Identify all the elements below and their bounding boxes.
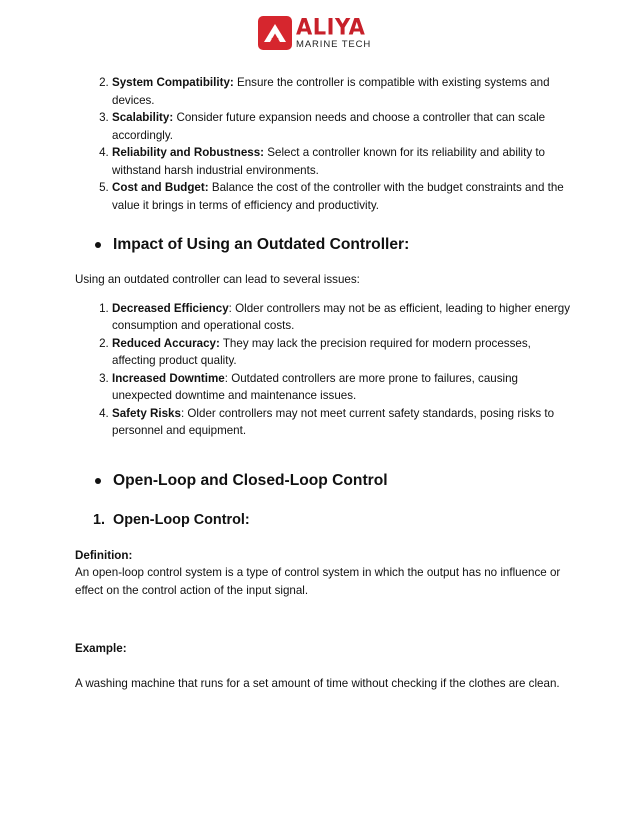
definition-text: An open-loop control system is a type of control system in which the output has no influence or effect on the control action of the input signal.	[75, 566, 561, 597]
example-label: Example:	[75, 642, 127, 655]
example-text: A washing machine that runs for a set amount of time without checking if the clothes are clean.	[75, 676, 560, 690]
logo-subtitle: MARINE TECH	[296, 38, 372, 50]
section-heading-open-closed-loop: Open-Loop and Closed-Loop Control	[75, 471, 570, 491]
definition-label: Definition:	[75, 548, 133, 562]
list-item: 2. System Compatibility: Ensure the controller is compatible with existing systems and devices.	[112, 74, 570, 109]
list-item: 4. Safety Risks: Older controllers may not meet current safety standards, posing risks to personnel and equipment.	[112, 405, 570, 440]
list-item: 3. Increased Downtime: Outdated controllers are more prone to failures, causing unexpected downtime and maintenance issues.	[112, 370, 570, 405]
list-item: 2. Reduced Accuracy: They may lack the precision required for modern processes, affecting product quality.	[112, 335, 570, 370]
section-intro: Using an outdated controller can lead to several issues:	[75, 273, 360, 286]
list-item: 4. Reliability and Robustness: Select a controller known for its reliability and ability to withstand harsh industrial environments.	[112, 144, 570, 179]
logo-name: ALIYA	[296, 14, 366, 40]
bullet-icon	[95, 478, 101, 484]
list-item: 1. Decreased Efficiency: Older controllers may not be as efficient, leading to higher energy consumption and operational costs.	[112, 300, 570, 335]
subsection-heading-open-loop: 1. Open-Loop Control:	[93, 511, 250, 528]
logo-mark-icon	[258, 16, 292, 50]
list-item: 5. Cost and Budget: Balance the cost of the controller with the budget constraints and the value it brings in terms of efficiency and productivity.	[112, 179, 570, 214]
section-heading-outdated-controller: Impact of Using an Outdated Controller:	[75, 235, 570, 255]
controller-criteria-list	[75, 74, 570, 214]
outdated-issues-list	[75, 300, 570, 440]
list-item: 3. Scalability: Consider future expansion needs and choose a controller that can scale accordingly.	[112, 109, 570, 144]
bullet-icon	[95, 242, 101, 248]
document-body	[75, 74, 570, 692]
company-logo	[258, 14, 376, 52]
